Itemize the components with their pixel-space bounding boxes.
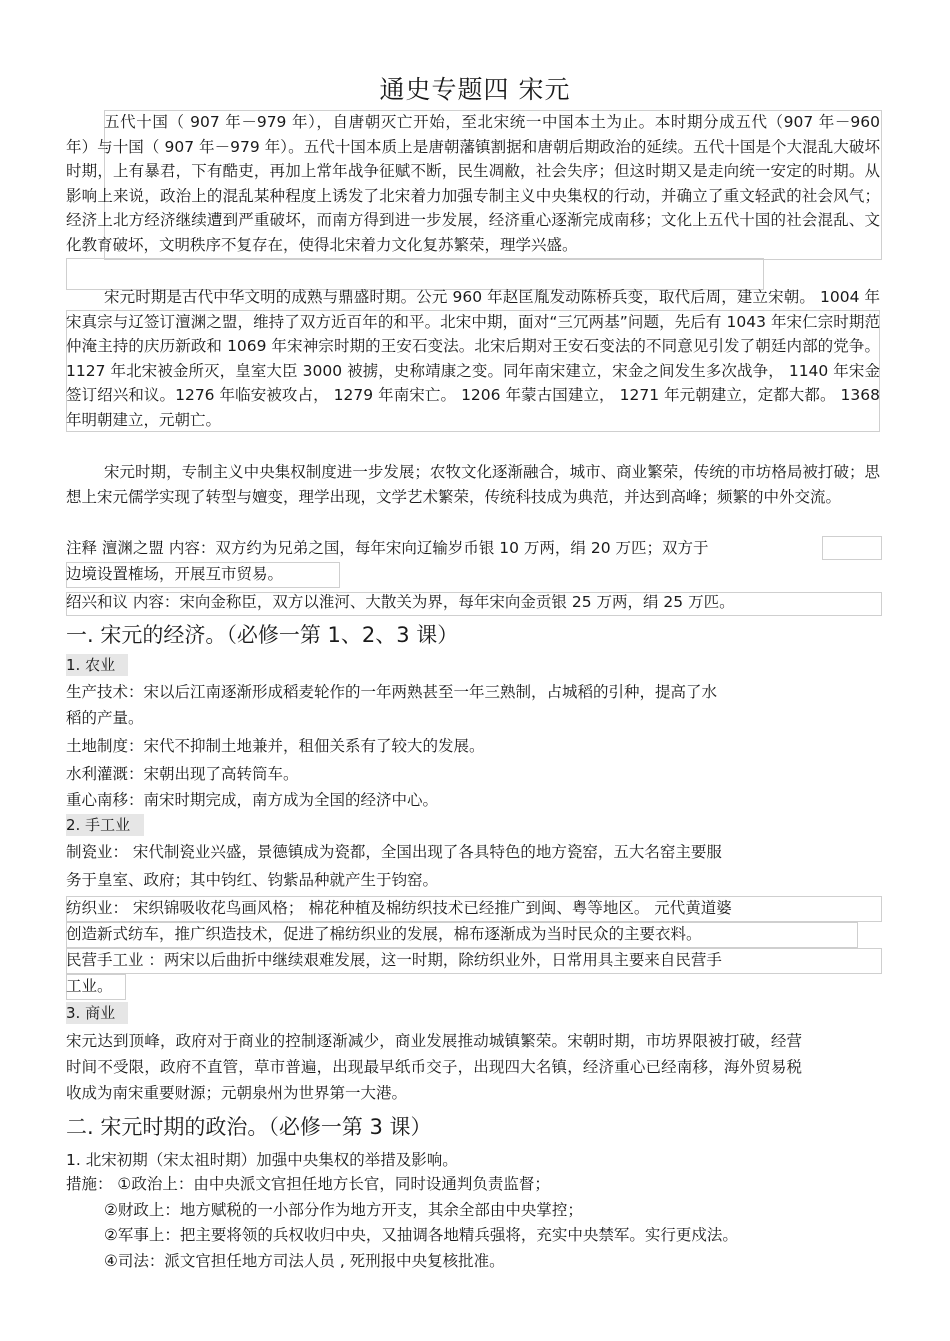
agri-shift: 重心南移：南宋时期完成，南方成为全国的经济中心。 xyxy=(66,791,439,809)
handicraft-label: 2. 手工业 xyxy=(66,814,144,836)
intro-paragraph-1: 五代十国（ 907 年－979 年），自唐朝灭亡开始，至北宋统一中国本土为止。本时期分成五代（907 年－960 年）与十国（ 907 年－979 年）。五代十国本质上是唐朝藩镇割据和唐朝后期政治的延续。五代十国是个大混乱大破坏时期，上有暴君，下有酷吏，再加上常年战争征赋不断，民生凋敝，社会失序；但这时期又是走向统一安定的时期。从影响上来说，政治上的混乱某种程度上诱发了北宋着力加强专制主义中央集权的行动，并确立了重文轻武的社会风气；经济上北方经济继续遭到严重破坏，而南方得到进一步发展，经济重心逐渐完成南移；文化上五代十国的社会混乱、文化教育破坏，文明秩序不复存在，使得北宋着力文化复苏繁荣，理学兴盛。 xyxy=(66,113,880,254)
agriculture-label: 1. 农业 xyxy=(66,654,128,676)
agri-tech-line-2: 稻的产量。 xyxy=(66,709,144,727)
private-craft-line-2: 工业。 xyxy=(66,977,113,995)
measure-2: ②财政上：地方赋税的一小部分作为地方开支，其余全部由中央掌控； xyxy=(104,1201,583,1219)
ceramic-line-2: 务于皇室、政府；其中钧红、钧紫品种就产生于钧窑。 xyxy=(66,871,439,889)
section-2-heading: 二. 宋元时期的政治。（必修一第 3 课） xyxy=(66,1115,432,1139)
measure-4: ④司法：派文官担任地方司法人员 , 死刑报中央复核批准。 xyxy=(104,1252,505,1270)
measure-3: ②军事上：把主要将领的兵权收归中央，又抽调各地精兵强将，充实中央禁军。实行更戍法。 xyxy=(104,1226,738,1244)
note-chanyuan-line-2: 边境设置榷场，开展互市贸易。 xyxy=(66,565,284,583)
section-1-heading: 一. 宋元的经济。（必修一第 1、2、3 课） xyxy=(66,623,459,647)
textile-line-2: 创造新式纺车，推广织造技术，促进了棉纺织业的发展，棉布逐渐成为当时民众的主要衣料。 xyxy=(66,925,702,943)
agri-land: 土地制度：宋代不抑制土地兼并，租佃关系有了较大的发展。 xyxy=(66,737,485,755)
politics-item-1: 1. 北宋初期（宋太祖时期）加强中央集权的举措及影响。 xyxy=(66,1151,458,1169)
ceramic-line-1: 制瓷业： 宋代制瓷业兴盛，景德镇成为瓷都，全国出现了各具特色的地方瓷窑，五大名窑主要服 xyxy=(66,843,722,861)
intro-paragraph-2: 宋元时期是古代中华文明的成熟与鼎盛时期。公元 960 年赵匡胤发动陈桥兵变，取代后周，建立宋朝。 1004 年宋真宗与辽签订澶渊之盟，维持了双方近百年的和平。北宋中期，面对“三冗两基”问题，先后有 1043 年宋仁宗时期范仲淹主持的庆历新政和 1069 年宋神宗时期的王安石变法。北宋后期对王安石变法的不同意见引发了朝廷内部的党争。 1127 年北宋被金所灭，皇室大臣 3000 被掳，史称靖康之变。同年南宋建立，宋金之间发生多次战争， 1140 年宋金签订绍兴和议。1276 年临安被攻占， 1279 年南宋亡。 1206 年蒙古国建立， 1271 年元朝建立，定都大都。 1368 年明朝建立，元朝亡。 xyxy=(66,288,880,429)
agri-water: 水利灌溉：宋朝出现了高转筒车。 xyxy=(66,765,299,783)
note-shaoxing: 绍兴和议 内容：宋向金称臣，双方以淮河、大散关为界，每年宋向金贡银 25 万两，绢 25 万匹。 xyxy=(66,593,735,611)
agri-tech-line-1: 生产技术：宋以后江南逐渐形成稻麦轮作的一年两熟甚至一年三熟制，占城稻的引种，提高了水 xyxy=(66,683,718,701)
commerce-label: 3. 商业 xyxy=(66,1002,128,1024)
page-title: 通史专题四 宋元 xyxy=(379,75,571,104)
textile-line-1: 纺织业： 宋织锦吸收花鸟画风格； 棉花种植及棉纺织技术已经推广到闽、粤等地区。 元代黄道婆 xyxy=(66,899,732,917)
private-craft-line-1: 民营手工业 ：两宋以后曲折中继续艰难发展，这一时期，除纺织业外，日常用具主要来自民营手 xyxy=(66,951,722,969)
note-chanyuan-line-1: 注释 澶渊之盟 内容：双方约为兄弟之国，每年宋向辽输岁币银 10 万两，绢 20 万匹；双方于 xyxy=(66,539,709,557)
measure-1: 措施： ①政治上：由中央派文官担任地方长官，同时设通判负责监督； xyxy=(66,1175,550,1193)
commerce-text: 宋元达到顶峰，政府对于商业的控制逐渐减少，商业发展推动城镇繁荣。宋朝时期，市坊界限被打破，经营时间不受限，政府不直管，草市普遍，出现最早纸币交子，出现四大名镇，经济重心已经南移，海外贸易税收成为南宋重要财源；元朝泉州为世界第一大港。 xyxy=(66,1032,802,1102)
intro-paragraph-3: 宋元时期，专制主义中央集权制度进一步发展；农牧文化逐渐融合，城市、商业繁荣，传统的市坊格局被打破；思想上宋元儒学实现了转型与嬗变，理学出现，文学艺术繁荣，传统科技成为典范，并达到高峰；频繁的中外交流。 xyxy=(66,463,880,506)
